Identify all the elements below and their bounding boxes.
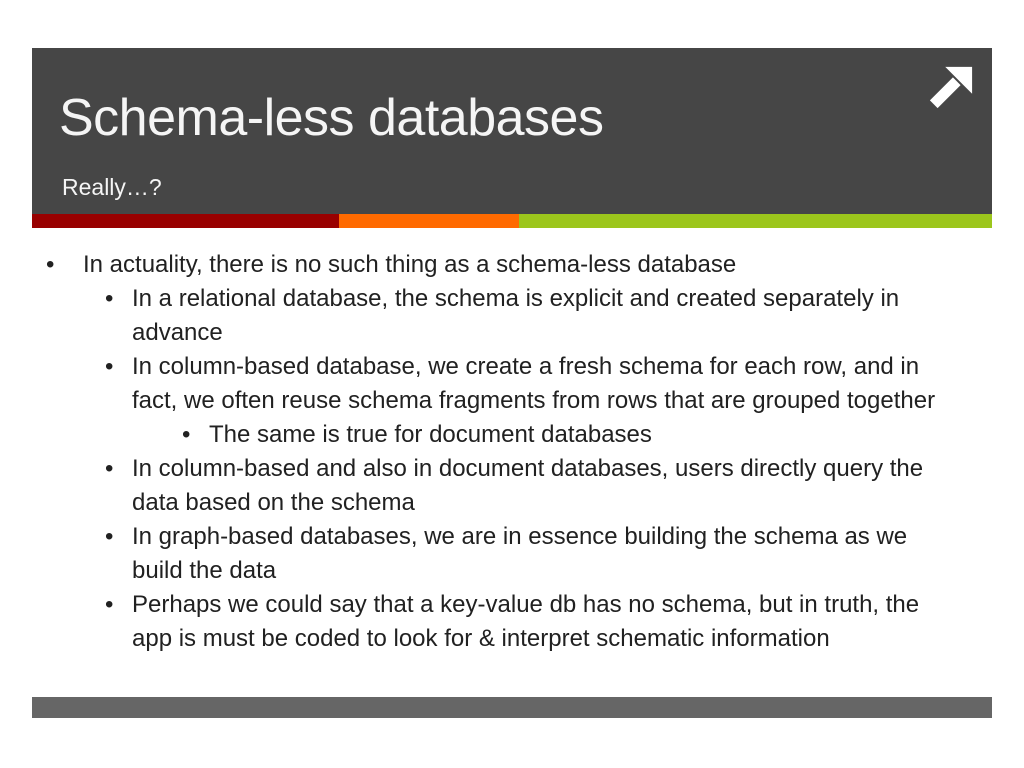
bullet-marker: • — [105, 591, 114, 618]
bullet-text: Perhaps we could say that a key-value db has no schema, but in truth, the app is must be coded to look for & interpret schematic information — [132, 591, 920, 652]
bullet-item — [32, 282, 992, 350]
bullet-text: In column-based and also in document databases, users directly query the data based on the schema — [132, 455, 924, 516]
bullet-item — [32, 248, 992, 282]
accent-segment-green — [519, 214, 992, 228]
slide-body — [32, 228, 992, 656]
bullet-marker: • — [182, 421, 191, 448]
accent-segment-red — [32, 214, 339, 228]
slide-subtitle: Really…? — [62, 174, 162, 200]
bullet-text: The same is true for document databases — [209, 421, 652, 448]
bullet-marker: • — [46, 251, 55, 278]
bullet-marker: • — [105, 353, 114, 380]
bullet-text: In actuality, there is no such thing as a schema-less database — [83, 251, 737, 278]
bullet-item — [32, 452, 992, 520]
slide-title: Schema-less databases — [59, 89, 604, 147]
bullet-marker: • — [105, 285, 114, 312]
bullet-text: In graph-based databases, we are in essence building the schema as we build the data — [132, 523, 908, 584]
bullet-text: In column-based database, we create a fresh schema for each row, and in fact, we often reuse schema fragments from rows that are grouped together — [132, 353, 936, 414]
bullet-text: In a relational database, the schema is explicit and created separately in advance — [132, 285, 900, 346]
accent-bar — [32, 214, 992, 228]
bullet-item — [32, 350, 992, 418]
accent-segment-orange — [339, 214, 519, 228]
bullet-item — [32, 588, 992, 656]
bullet-marker: • — [105, 523, 114, 550]
arrow-up-right-icon — [928, 64, 974, 110]
bullet-item — [32, 520, 992, 588]
bullet-item — [32, 418, 992, 452]
slide-header — [32, 48, 992, 214]
bullet-marker: • — [105, 455, 114, 482]
footer-bar — [32, 697, 992, 718]
